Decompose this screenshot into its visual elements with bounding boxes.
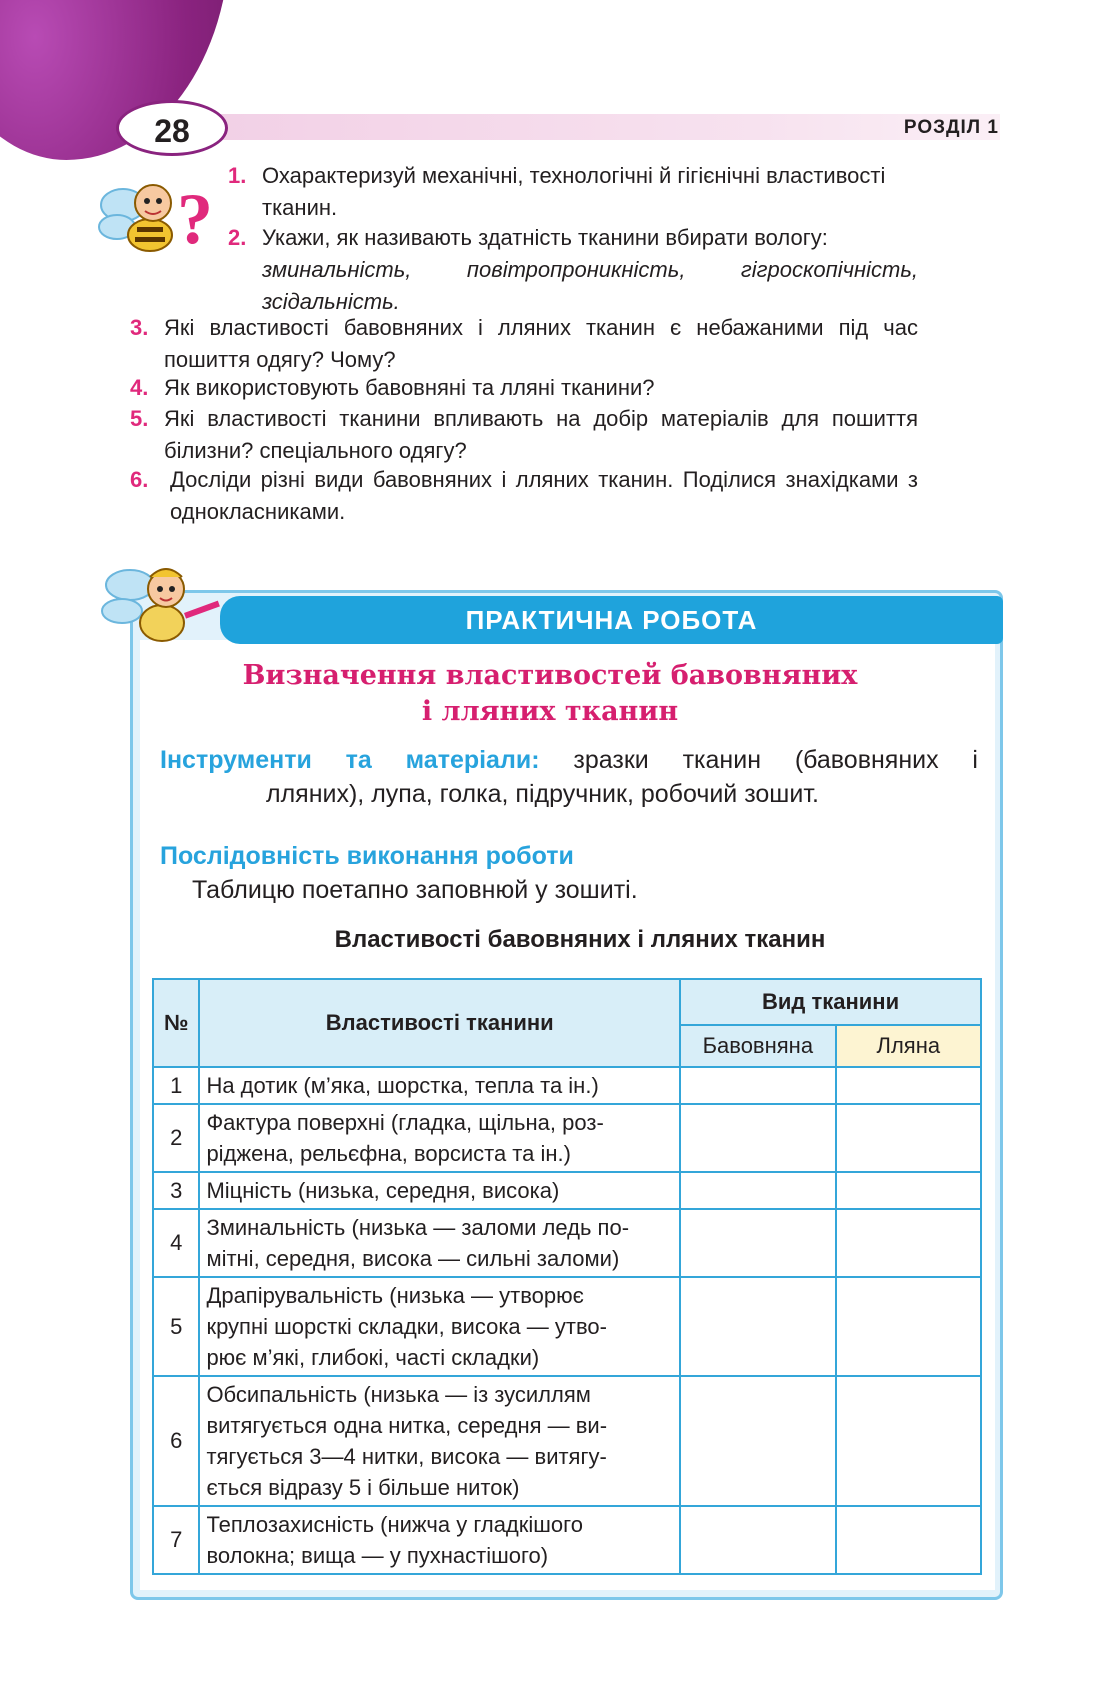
table-caption: Властивості бавовняних і лляних тканин xyxy=(334,926,826,953)
col-number-header: № xyxy=(153,979,199,1067)
linen-cell xyxy=(836,1277,981,1376)
page-number: 28 xyxy=(116,100,228,156)
question-text: Які властивості бавовняних і лляних тканин є небажаними під час пошиття одягу? Чому? xyxy=(164,315,918,372)
linen-cell xyxy=(836,1067,981,1104)
question-number: 5. xyxy=(130,406,149,431)
linen-cell xyxy=(836,1104,981,1172)
question-text: Як використовують бавовняні та лляні тканини? xyxy=(164,375,655,400)
question-text: Охарактеризуй механічні, технологічні й гігієнічні властивості тканин. xyxy=(262,163,886,220)
question-text: Досліди різні види бавовняних і лляних тканин. Поділися знахідками з однокласниками. xyxy=(170,467,918,524)
property-line: крупні шорсткі складки, висока — утво- xyxy=(206,1314,607,1339)
property-line: ється відразу 5 і більше ниток) xyxy=(206,1475,520,1500)
cotton-cell xyxy=(680,1067,836,1104)
row-property xyxy=(199,1067,680,1104)
cotton-cell xyxy=(680,1209,836,1277)
bee-question-icon xyxy=(95,165,215,275)
property-line: Теплозахисність (нижча у гладкішого xyxy=(206,1512,583,1537)
question-number: 2. xyxy=(228,225,247,250)
property-line: ріджена, рельєфна, ворсиста та ін.) xyxy=(206,1141,571,1166)
table-row xyxy=(153,1172,981,1209)
col-property-header: Властивості тканини xyxy=(199,979,680,1067)
svg-text:?: ? xyxy=(177,179,213,259)
table-row xyxy=(153,1209,981,1277)
cotton-cell xyxy=(680,1277,836,1376)
tools-label: Інструменти та матеріали: xyxy=(160,746,540,774)
property-line: Обсипальність (низька — із зусиллям xyxy=(206,1382,591,1407)
properties-table xyxy=(152,978,982,1575)
tools-line-2: лляних), лупа, голка, підручник, робочий зошит. xyxy=(266,780,819,808)
row-property xyxy=(199,1172,680,1209)
property-line: волокна; вища — у пухнастішого) xyxy=(206,1543,549,1568)
row-number: 3 xyxy=(153,1172,199,1209)
property-line: мітні, середня, висока — сильні заломи) xyxy=(206,1246,620,1271)
row-property xyxy=(199,1104,680,1172)
table-row xyxy=(153,1277,981,1376)
linen-cell xyxy=(836,1172,981,1209)
property-line: Фактура поверхні (гладка, щільна, роз- xyxy=(206,1110,604,1135)
cotton-cell xyxy=(680,1376,836,1506)
row-property xyxy=(199,1277,680,1376)
cotton-cell xyxy=(680,1506,836,1574)
question-number: 1. xyxy=(228,163,247,188)
linen-cell xyxy=(836,1209,981,1277)
table-row xyxy=(153,1104,981,1172)
property-line: тягується 3—4 нитки, висока — витягу- xyxy=(206,1444,607,1469)
tools-line-1 xyxy=(160,746,978,775)
table-row xyxy=(153,1376,981,1506)
property-line: витягується одна нитка, середня — ви- xyxy=(206,1413,608,1438)
sequence-text: Таблицю поетапно заповнюй у зошиті. xyxy=(192,876,638,904)
row-number: 6 xyxy=(153,1376,199,1506)
question-options: зминальність, повітропроникність, гігроскопічність, зсідальність. xyxy=(262,257,918,314)
linen-cell xyxy=(836,1376,981,1506)
bee-pencil-icon xyxy=(100,555,225,655)
question-6 xyxy=(130,464,918,528)
col-kind-header: Вид тканини xyxy=(680,979,981,1025)
question-number: 3. xyxy=(130,315,149,340)
property-line: Міцність (низька, середня, висока) xyxy=(206,1178,560,1203)
work-title-line1: Визначення властивостей бавовняних xyxy=(242,660,858,691)
row-number: 2 xyxy=(153,1104,199,1172)
header-band xyxy=(200,114,1000,140)
cotton-cell xyxy=(680,1172,836,1209)
question-3 xyxy=(130,312,918,376)
property-line: Зминальність (низька — заломи ледь по- xyxy=(206,1215,630,1240)
property-line: На дотик (м’яка, шорстка, тепла та ін.) xyxy=(206,1073,599,1098)
question-number: 6. xyxy=(130,467,149,492)
row-property xyxy=(199,1506,680,1574)
row-number: 4 xyxy=(153,1209,199,1277)
property-line: Драпірувальність (низька — утворює xyxy=(206,1283,584,1308)
table-row xyxy=(153,1067,981,1104)
question-4 xyxy=(130,372,918,404)
row-property xyxy=(199,1209,680,1277)
col-linen-header: Лляна xyxy=(836,1025,981,1067)
tools-text: зразки тканин (бавовняних і xyxy=(573,746,978,774)
row-number: 1 xyxy=(153,1067,199,1104)
cotton-cell xyxy=(680,1104,836,1172)
sequence-label: Послідовність виконання роботи xyxy=(160,842,574,870)
row-property xyxy=(199,1376,680,1506)
question-text: Які властивості тканини впливають на добір матеріалів для пошиття білизни? спеціального одягу? xyxy=(164,406,918,463)
section-label: РОЗДІЛ 1 xyxy=(903,117,999,138)
question-text: Укажи, як називають здатність тканини вбирати вологу: xyxy=(262,225,828,250)
question-5 xyxy=(130,403,918,467)
table-row xyxy=(153,1506,981,1574)
linen-cell xyxy=(836,1506,981,1574)
question-number: 4. xyxy=(130,375,149,400)
work-title-line2: і лляних тканин xyxy=(421,696,679,727)
row-number: 5 xyxy=(153,1277,199,1376)
question-1 xyxy=(228,160,918,224)
practical-banner: ПРАКТИЧНА РОБОТА xyxy=(220,596,1003,644)
col-cotton-header: Бавовняна xyxy=(680,1025,836,1067)
property-line: рює м’які, глибокі, часті складки) xyxy=(206,1345,540,1370)
row-number: 7 xyxy=(153,1506,199,1574)
question-2 xyxy=(228,222,918,318)
